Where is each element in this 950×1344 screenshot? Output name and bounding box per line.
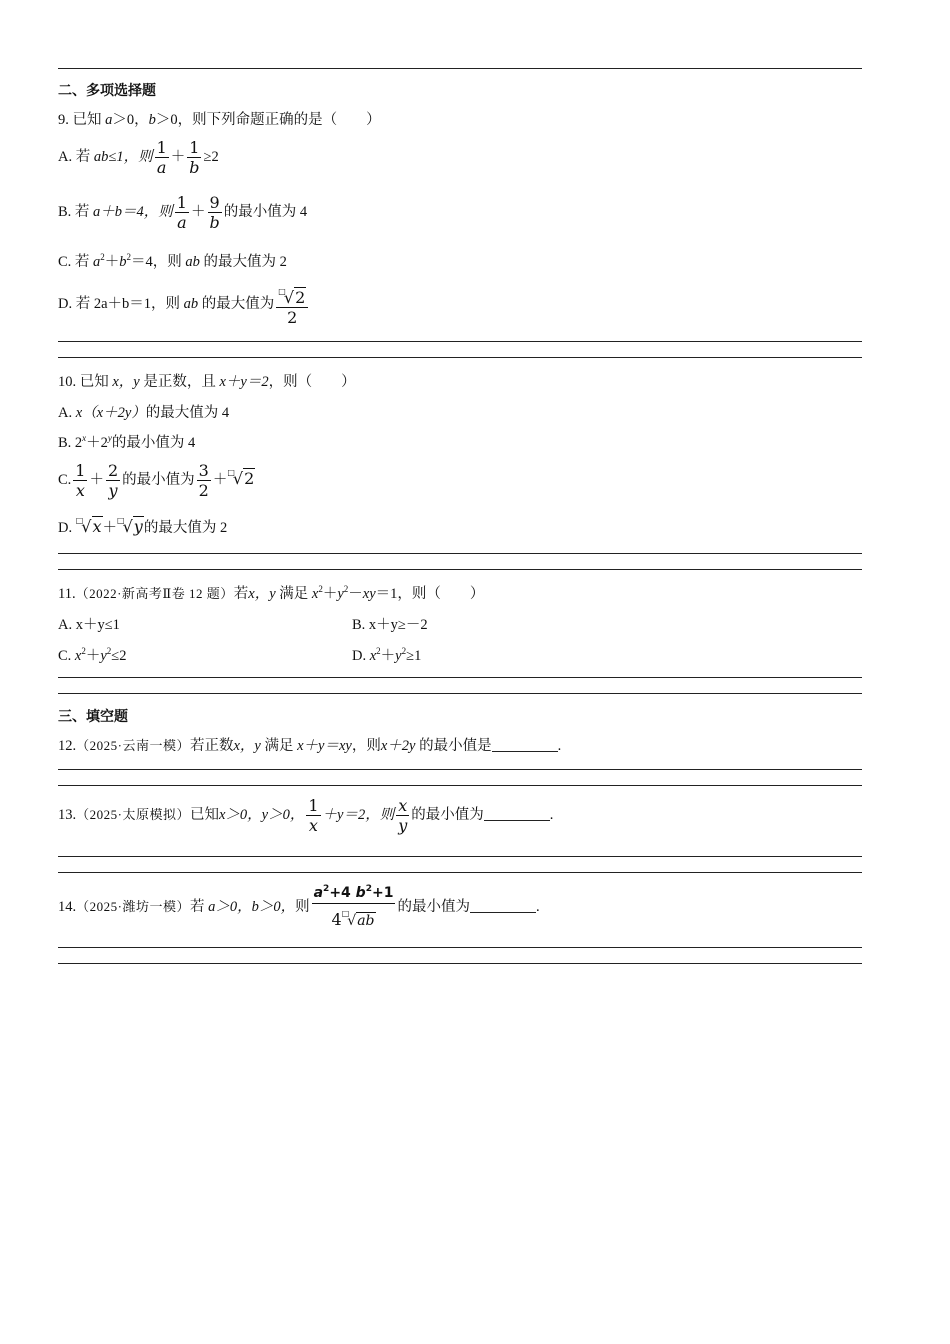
q9-option-b: B. 若 a＋b＝4，则 $\frac{1}{a}$ ＋ $\frac{9}{b}$ 的最小值为 4 <box>58 193 308 232</box>
answer-rule <box>58 769 862 770</box>
q9-option-c: C. 若 $a^2+b^2=4$，则 ab 的最大值为 2 <box>58 252 287 270</box>
q12-answer-blank[interactable] <box>492 737 558 752</box>
q11-option-d: D. $x^2+y^2\ge 1$ <box>352 646 422 664</box>
q11-option-c: C. $x^2+y^2\le 2$ <box>58 646 127 664</box>
q14-stem: 14.（2025·潍坊一模）若 a＞0，b＞0，则 $\frac{a^2+4 b^2+1}{4^□√ab}$ 的最小值为 . <box>58 884 540 929</box>
q10-stem: 10. 已知 x，y 是正数，且 x＋y＝2，则（ ） <box>58 374 356 390</box>
q11-stem: 11.（2022·新高考Ⅱ卷 12 题）若x，y 满足 $x^2+y^2-xy=1$，则（ ） <box>58 584 485 602</box>
answer-rule <box>58 693 862 694</box>
answer-rule <box>58 357 862 358</box>
q11-option-b: B. x＋y≥－2 <box>352 617 428 633</box>
q10-option-a: A. x（x＋2y）的最大值为 4 <box>58 405 230 421</box>
top-rule <box>58 68 862 69</box>
answer-rule <box>58 785 862 786</box>
answer-rule <box>58 963 862 964</box>
section-title-fill-blank: 三、填空题 <box>58 709 128 725</box>
answer-rule <box>58 341 862 342</box>
q11-option-a: A. x＋y≤1 <box>58 617 120 633</box>
answer-rule <box>58 569 862 570</box>
q10-option-d: D. □√x＋□√y的最大值为 2 <box>58 516 228 536</box>
q13-stem: 13.（2025·太原模拟）已知x＞0，y＞0， $\frac{1}{x}$ ＋y＝2，则 $\frac{x}{y}$ 的最小值为 . <box>58 796 554 835</box>
answer-rule <box>58 872 862 873</box>
q13-answer-blank[interactable] <box>484 806 550 821</box>
answer-rule <box>58 677 862 678</box>
answer-rule <box>58 856 862 857</box>
q9-stem: 9. 已知 a＞0，b＞0，则下列命题正确的是（ ） <box>58 112 381 128</box>
q10-option-b: B. $2^x+2^y$的最小值为 4 <box>58 433 196 451</box>
q14-answer-blank[interactable] <box>470 898 536 913</box>
q10-option-c: C. $\frac{1}{x}$ ＋ $\frac{2}{y}$ 的最小值为 $\frac{3}{2}$ ＋□√2 <box>58 461 255 500</box>
q9-option-a: A. 若 ab≤1，则 $\frac{1}{a}$ ＋ $\frac{1}{b}$ ≥2 <box>58 138 219 177</box>
answer-rule <box>58 553 862 554</box>
q12-stem: 12.（2025·云南一模）若正数x，y 满足 x＋y＝xy，则x＋2y 的最小值是 . <box>58 738 562 754</box>
answer-rule <box>58 947 862 948</box>
section-title-multi-choice: 二、多项选择题 <box>58 83 156 99</box>
q9-option-d: D. 若 2a＋b＝1，则 ab 的最大值为 $\frac{^□√2}{2}$ <box>58 282 310 327</box>
